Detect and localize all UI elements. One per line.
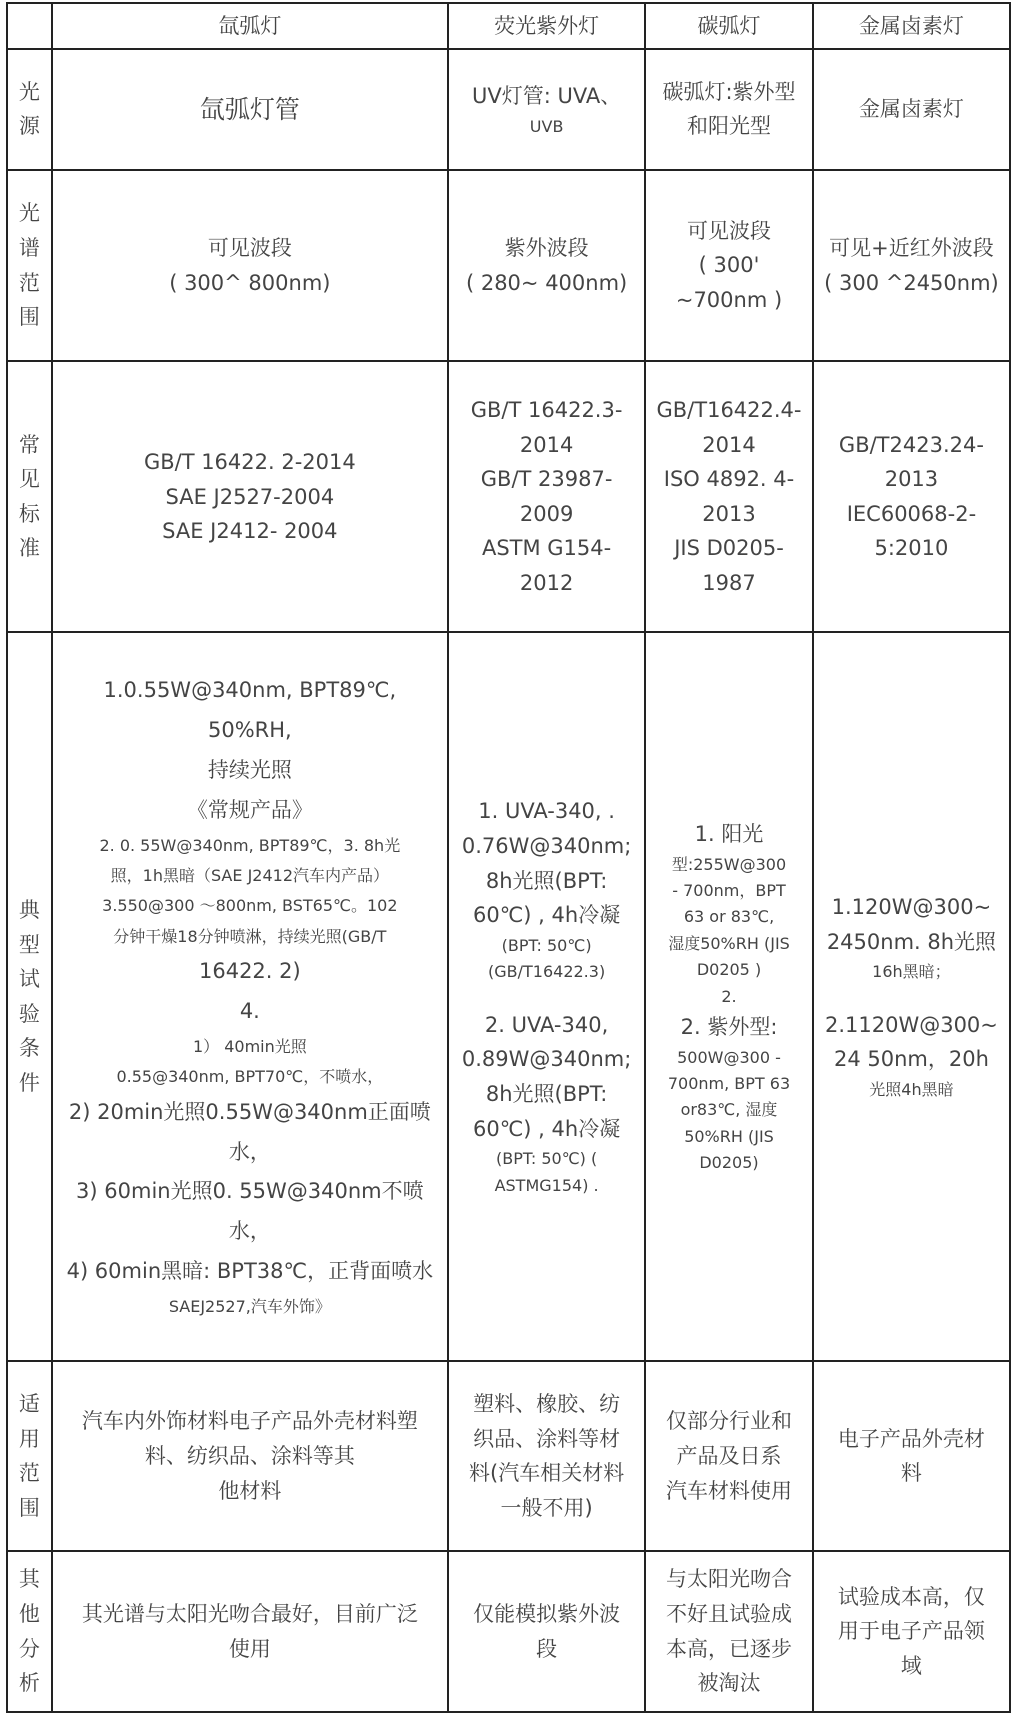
cell-metal-standards: GB/T2423.24- 2013 IEC60068-2- 5:2010 (813, 361, 1010, 632)
cell-metal-light-source: 金属卤素灯 (813, 49, 1010, 169)
row-label-spectrum: 光 谱 范 围 (7, 170, 52, 362)
header-corner (7, 3, 52, 49)
cell-carbon-conditions: 1. 阳光 型:255W@300 - 700nm，BPT 63 or 83℃, 湿度50%RH (JIS D0205 ) 2. 2. 紫外型: 500W@300 - 700nm, BPT 63 or83℃, 湿度 50%RH (JIS D0205) (645, 632, 813, 1361)
row-label-conditions: 典 型 试 验 条 件 (7, 632, 52, 1361)
row-standards (7, 361, 1010, 632)
header-fluorescent-uv: 荧光紫外灯 (448, 3, 645, 49)
header-row (7, 3, 1010, 49)
row-conditions (7, 632, 1010, 1361)
cell-xenon-spectrum: 可见波段 ( 300^ 800nm) (52, 170, 448, 362)
cell-xenon-conditions: 1.0.55W@340nm, BPT89℃, 50%RH, 持续光照 《常规产品》 2. 0. 55W@340nm, BPT89℃，3. 8h光 照，1h黑暗（SAE J2412汽车内产品） 3.550@300 ～800nm, BST65℃。102 分钟干燥18分钟喷淋，持续光照(GB/T 16422. 2) 4. 1） 40min光照 0.55@340nm, BPT70℃，不喷水， 2) 20min光照0.55W@340nm正面喷 水， 3) 60min光照0. 55W@340nm不喷 水， 4) 60min黑暗: BPT38℃，正背面喷水 SAEJ2527,汽车外饰》 (52, 632, 448, 1361)
cell-carbon-light-source: 碳弧灯:紫外型 和阳光型 (645, 49, 813, 169)
cell-xenon-other: 其光谱与太阳光吻合最好，目前广泛 使用 (52, 1551, 448, 1712)
row-label-other-analysis: 其 他 分 析 (7, 1551, 52, 1712)
cell-carbon-other: 与太阳光吻合 不好且试验成 本高，已逐步 被淘汰 (645, 1551, 813, 1712)
row-application (7, 1361, 1010, 1551)
header-xenon: 氙弧灯 (52, 3, 448, 49)
row-other-analysis (7, 1551, 1010, 1712)
cell-metal-other: 试验成本高，仅 用于电子产品领 域 (813, 1551, 1010, 1712)
row-label-application: 适 用 范 围 (7, 1361, 52, 1551)
cell-xenon-application: 汽车内外饰材料电子产品外壳材料塑 料、纺织品、涂料等其 他材料 (52, 1361, 448, 1551)
cell-xenon-light-source: 氙弧灯管 (52, 49, 448, 169)
cell-uv-light-source: UV灯管: UVA、 UVB (448, 49, 645, 169)
cell-uv-standards: GB/T 16422.3- 2014 GB/T 23987- 2009 ASTM G154- 2012 (448, 361, 645, 632)
row-light-source (7, 49, 1010, 169)
row-spectrum (7, 170, 1010, 362)
cell-carbon-spectrum: 可见波段 ( 300' ~700nm ) (645, 170, 813, 362)
light-source-comparison-table (6, 2, 1011, 1713)
cell-metal-conditions: 1.120W@300~ 2450nm. 8h光照 16h黑暗； 2.1120W@300~ 24 50nm，20h 光照4h黑暗 (813, 632, 1010, 1361)
header-metal-halide: 金属卤素灯 (813, 3, 1010, 49)
cell-carbon-application: 仅部分行业和 产品及日系 汽车材料使用 (645, 1361, 813, 1551)
cell-uv-spectrum: 紫外波段 ( 280~ 400nm) (448, 170, 645, 362)
cell-uv-other: 仅能模拟紫外波 段 (448, 1551, 645, 1712)
cell-carbon-standards: GB/T16422.4- 2014 ISO 4892. 4- 2013 JIS D0205- 1987 (645, 361, 813, 632)
cell-uv-application: 塑料、橡胶、纺 织品、涂料等材 料(汽车相关材料 一般不用) (448, 1361, 645, 1551)
row-label-standards: 常 见 标 准 (7, 361, 52, 632)
row-label-light-source: 光 源 (7, 49, 52, 169)
cell-metal-application: 电子产品外壳材 料 (813, 1361, 1010, 1551)
cell-uv-conditions: 1. UVA-340, . 0.76W@340nm; 8h光照(BPT: 60℃) , 4h冷凝 (BPT: 50℃) (GB/T16422.3) 2. UVA-340, 0.89W@340nm; 8h光照(BPT: 60℃) , 4h冷凝 (BPT: 50℃) ( ASTMG154) . (448, 632, 645, 1361)
cell-metal-spectrum: 可见+近红外波段 ( 300 ^2450nm) (813, 170, 1010, 362)
header-carbon-arc: 碳弧灯 (645, 3, 813, 49)
cell-xenon-standards: GB/T 16422. 2-2014 SAE J2527-2004 SAE J2412- 2004 (52, 361, 448, 632)
